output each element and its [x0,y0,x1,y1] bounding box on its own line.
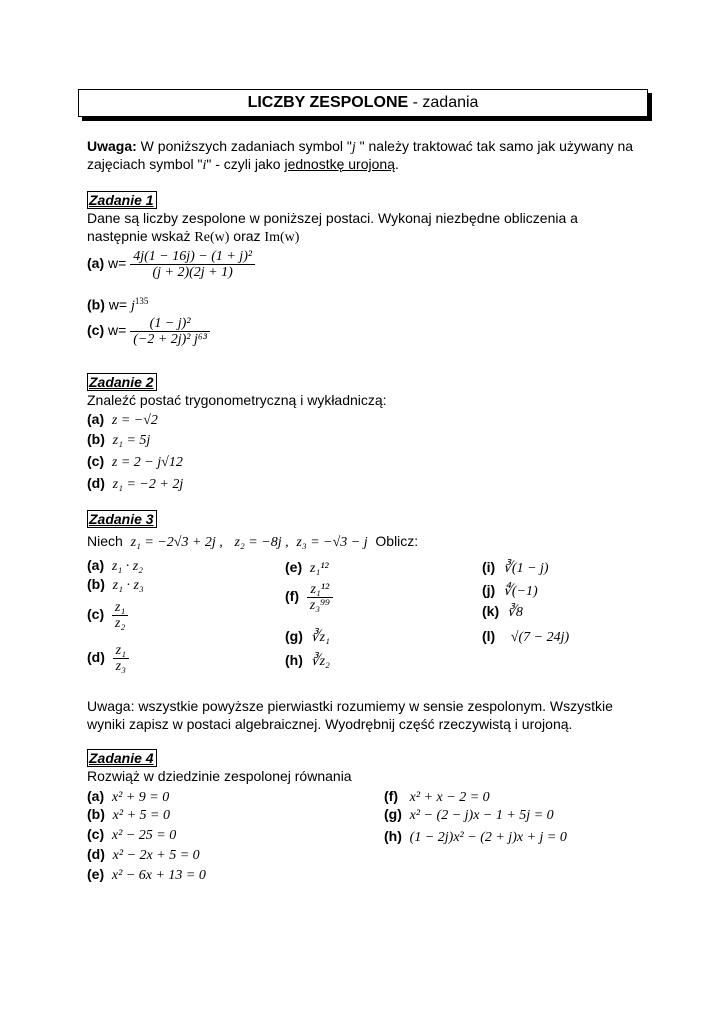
zadanie1-item-a [87,249,255,280]
zadanie2-item-a [87,410,158,430]
zadanie3-item-c [87,600,128,631]
equation: (1 − 2j)x² − (2 + j)x + j = 0 [409,830,567,845]
numerator: z₁ [113,643,129,659]
zadanie3-remark-b: wyniki zapisz w postaci algebraicznej. Wyodrębnij część rzeczywistą i urojoną. [87,716,573,732]
zadanie4-item-e [87,865,206,885]
expression: ∛8 [506,605,523,620]
expression: z₁ = 5j [112,433,151,448]
numerator: z₁ [112,600,128,616]
note-symbol-j: j [351,140,356,155]
item-label: (j) [482,582,496,598]
item-label: (g) [384,806,402,822]
zadanie3-item-i [482,558,549,578]
zadanie3-heading: Zadanie 3 [87,510,157,528]
zadanie2-item-c [87,452,183,472]
equation: x² + x − 2 = 0 [409,790,490,805]
equation: x² + 9 = 0 [111,790,170,805]
oraz-text: oraz [233,228,261,244]
equation: x² − 2x + 5 = 0 [112,848,200,863]
expression: z₁ · z₂ [111,559,144,574]
item-label: (d) [87,846,105,862]
item-label: (h) [384,828,402,844]
expression: z = 2 − j√12 [111,455,183,470]
note-label: Uwaga: [87,138,137,154]
item-label: (e) [285,559,303,575]
equation: x² + 5 = 0 [112,808,170,823]
z3-definition: z₃ = −√3 − j [296,535,368,550]
item-label: (b) [87,576,105,592]
z2-definition: z₂ = −8j , [234,535,289,550]
zadanie3-item-j [482,581,538,601]
numerator: z₁¹² [307,582,333,598]
fraction [307,582,333,613]
item-label: (i) [482,559,496,575]
note-text-d: . [394,156,399,172]
expression: ∛z₁ [310,630,330,645]
power-base: j [130,298,135,314]
item-label: (c) [87,322,105,339]
zadanie1-heading: Zadanie 1 [87,191,157,209]
item-label: (a) [87,788,105,804]
denominator: z₂ [114,616,126,631]
fraction [112,600,128,631]
zadanie3-item-k [482,602,523,622]
item-label: (h) [285,652,303,668]
expression: z₁ = −2 + 2j [112,477,184,492]
equation: x² − 6x + 13 = 0 [111,868,206,883]
expression: ∛(1 − j) [503,561,549,576]
zadanie1-heading-row [87,191,157,209]
page-title [78,89,648,117]
zadanie4-item-b [87,805,170,825]
note-underlined-term: jednostkę urojoną [284,156,395,172]
expression: √(7 − 24j) [510,630,570,645]
zadanie4-heading: Zadanie 4 [87,749,157,767]
item-label: (c) [87,606,105,623]
power-exponent: 135 [134,296,149,306]
fraction [130,316,210,347]
note-symbol-i: i [202,158,207,173]
expression: ∜(−1) [503,584,538,599]
item-label: (f) [384,788,398,804]
zadanie4-item-g [384,805,554,825]
item-label: (k) [482,603,500,619]
zadanie2-item-b [87,430,150,450]
expression: z₁¹² [309,561,329,576]
zadanie1-intro-b-row [87,227,299,247]
oblicz-text: Oblicz: [375,533,419,549]
zadanie1-intro-a: Dane są liczby zespolone w poniższej postaci. Wykonaj niezbędne obliczenia a [87,210,578,226]
item-label: (d) [87,649,105,666]
item-label: (b) [87,806,105,822]
expression: ∛z₂ [310,654,330,669]
zadanie4-item-c [87,825,176,845]
zadanie4-intro: Rozwiąż w dziedzinie zespolonej równania [87,768,352,784]
zadanie1-item-b [87,292,148,316]
w-equals: w= [104,255,127,272]
item-label: (b) [87,296,105,313]
item-label: (c) [87,826,105,842]
denominator: z₃⁹⁹ [309,598,330,613]
denominator: z₃ [115,659,126,674]
item-label: (f) [285,588,299,605]
niech-text: Niech [87,533,123,549]
denominator: (j + 2)(2j + 1) [152,265,233,280]
zadanie4-item-f [384,787,490,807]
zadanie3-definitions [87,532,418,552]
zadanie3-item-f [285,582,333,613]
zadanie3-item-l [482,627,569,647]
zadanie3-item-h [285,651,330,671]
item-label: (d) [87,475,105,491]
item-label: (c) [87,453,105,469]
item-label: (a) [87,411,105,427]
zadanie3-item-g [285,627,330,647]
zadanie2-heading: Zadanie 2 [87,373,157,391]
item-label: (e) [87,866,105,882]
numerator: 4j(1 − 16j) − (1 + j)² [130,249,255,265]
zadanie3-item-b [87,575,144,595]
title-bold: LICZBY ZESPOLONE [247,94,409,111]
expression: z = −√2 [111,413,158,428]
fraction [113,643,129,674]
item-label: (g) [285,628,303,644]
w-equals: w= [104,296,128,313]
zadanie4-item-a [87,787,169,807]
zadanie4-heading-row [87,749,157,767]
zadanie2-intro: Znaleźć postać trygonometryczną i wykładniczą: [87,392,387,408]
expression: z₁ · z₃ [112,578,144,593]
item-label: (b) [87,431,105,447]
equation: x² − (2 − j)x − 1 + 5j = 0 [409,808,554,823]
item-label: (a) [87,255,105,272]
w-equals: w= [104,322,127,339]
title-rest: - zadania [408,94,479,111]
equation: x² − 25 = 0 [111,828,177,843]
intro-note [87,138,647,174]
note-text-b: " należy traktować tak samo jak używany na zajęciach symbol " [87,138,634,172]
zadanie3-item-a [87,556,143,576]
denominator: (−2 + 2j)² j⁶³ [133,332,207,347]
zadanie4-item-d [87,845,200,865]
item-label: (a) [87,557,105,573]
zadanie3-heading-row [87,510,157,528]
item-label: (l) [482,628,496,644]
fraction [130,249,255,280]
z1-definition: z₁ = −2√3 + 2j , [130,535,223,550]
zadanie3-item-e [285,558,329,578]
note-text-a: W poniższych zadaniach symbol " [136,138,352,154]
zadanie4-item-h [384,827,567,847]
re-w: Re(w) [194,230,230,245]
zadanie1-intro-b: następnie wskaż [87,228,191,244]
im-w: Im(w) [264,230,300,245]
zadanie2-heading-row [87,373,157,391]
zadanie3-item-d [87,643,129,674]
zadanie3-remark-a: Uwaga: wszystkie powyższe pierwiastki rozumiemy w sensie zespolonym. Wszystkie [87,698,613,714]
zadanie2-item-d [87,474,183,494]
zadanie1-item-c [87,316,210,347]
numerator: (1 − j)² [130,316,210,332]
note-text-c: " - czyli jako [206,156,285,172]
